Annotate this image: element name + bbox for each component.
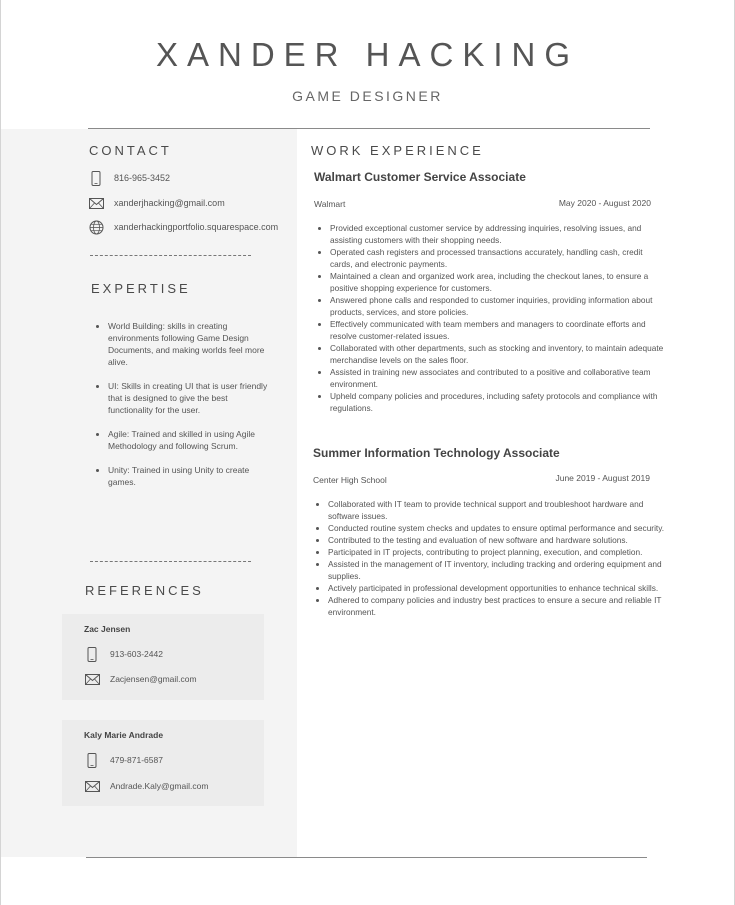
contact-divider bbox=[90, 255, 251, 256]
candidate-name: XANDER HACKING bbox=[155, 36, 580, 73]
reference-phone: 913-603-2442 bbox=[110, 649, 163, 659]
candidate-title: GAME DESIGNER bbox=[292, 88, 443, 104]
work-experience-heading: WORK EXPERIENCE bbox=[311, 143, 484, 158]
phone-icon bbox=[84, 646, 100, 662]
phone-icon bbox=[88, 170, 104, 186]
contact-email-row bbox=[88, 194, 225, 212]
contact-phone-row bbox=[88, 169, 170, 187]
mail-icon bbox=[84, 778, 100, 794]
header-divider bbox=[88, 128, 650, 129]
job-bullet: • Actively participated in professional development opportunities to enhance technical skills. bbox=[328, 582, 666, 594]
phone-icon bbox=[84, 752, 100, 768]
job-bullet: • Assisted in the management of IT inventory, including tracking and ordering equipment and supplies. bbox=[328, 558, 666, 582]
contact-heading: CONTACT bbox=[89, 143, 172, 158]
expertise-item: • Unity: Trained in using Unity to create games. bbox=[108, 464, 273, 488]
mail-icon bbox=[84, 671, 100, 687]
job-bullet: • Collaborated with IT team to provide technical support and troubleshoot hardware and software issues. bbox=[328, 498, 666, 522]
globe-icon bbox=[88, 219, 104, 235]
job-bullet: • Collaborated with other departments, such as stocking and inventory, to maintain adequate merchandise levels on the sales floor. bbox=[330, 342, 667, 366]
expertise-item: • Agile: Trained and skilled in using Agile Methodology and following Scrum. bbox=[108, 428, 273, 452]
job-bullet: • Participated in IT projects, contributing to project planning, execution, and completion. bbox=[328, 546, 666, 558]
job-bullets bbox=[314, 222, 667, 414]
job-bullet: • Maintained a clean and organized work area, including the checkout lanes, to ensure a positive shopping experience for customers. bbox=[330, 270, 667, 294]
job-bullet: • Effectively communicated with team members and managers to coordinate efforts and resolve customer-related issues. bbox=[330, 318, 667, 342]
references-heading: REFERENCES bbox=[85, 583, 204, 598]
job-bullets bbox=[312, 498, 666, 618]
job-title: Walmart Customer Service Associate bbox=[314, 170, 526, 184]
job-bullet: • Adhered to company policies and industry best practices to ensure a secure and reliable IT environment. bbox=[328, 594, 666, 618]
job-title: Summer Information Technology Associate bbox=[313, 446, 560, 460]
reference-email-row bbox=[84, 671, 197, 687]
reference-phone-row bbox=[84, 646, 163, 662]
expertise-list bbox=[90, 320, 273, 500]
job-bullet: • Upheld company policies and procedures, including safety protocols and compliance with regulations. bbox=[330, 390, 667, 414]
reference-name: Kaly Marie Andrade bbox=[84, 730, 164, 740]
mail-icon bbox=[88, 195, 104, 211]
expertise-divider bbox=[90, 561, 251, 562]
contact-email[interactable]: xanderjhacking@gmail.com bbox=[114, 198, 225, 208]
contact-website-row bbox=[88, 218, 278, 236]
job-bullet: • Contributed to the testing and evaluation of new software and hardware solutions. bbox=[328, 534, 666, 546]
reference-email[interactable]: Zacjensen@gmail.com bbox=[110, 674, 197, 684]
expertise-item: • UI: Skills in creating UI that is user friendly that is designed to give the best functionality for the user. bbox=[108, 380, 273, 416]
job-dates: May 2020 - August 2020 bbox=[558, 198, 651, 208]
reference-name: Zac Jensen bbox=[84, 624, 131, 634]
job-company: Walmart bbox=[314, 199, 346, 209]
reference-card-1 bbox=[62, 614, 264, 700]
footer-divider bbox=[86, 857, 647, 858]
job-bullet: • Operated cash registers and processed transactions accurately, handling cash, credit cards, and electronic payments. bbox=[330, 246, 667, 270]
expertise-item: • World Building: skills in creating environments following Game Design Documents, and making worlds feel more alive. bbox=[108, 320, 273, 368]
job-bullet: • Conducted routine system checks and updates to ensure optimal performance and security. bbox=[328, 522, 666, 534]
job-bullet: • Answered phone calls and responded to customer inquiries, providing information about products, services, and store policies. bbox=[330, 294, 667, 318]
reference-card-2 bbox=[62, 720, 264, 806]
job-bullet: • Assisted in training new associates and contributed to a positive and collaborative team environment. bbox=[330, 366, 667, 390]
reference-phone: 479-871-6587 bbox=[110, 755, 163, 765]
reference-email-row bbox=[84, 778, 208, 794]
job-company: Center High School bbox=[313, 475, 387, 485]
reference-phone-row bbox=[84, 752, 163, 768]
job-dates: June 2019 - August 2019 bbox=[555, 473, 650, 483]
expertise-heading: EXPERTISE bbox=[91, 281, 191, 296]
reference-email[interactable]: Andrade.Kaly@gmail.com bbox=[110, 781, 209, 791]
contact-phone: 816-965-3452 bbox=[114, 173, 171, 183]
job-bullet: • Provided exceptional customer service by addressing inquiries, resolving issues, and assisting customers with their shopping needs. bbox=[330, 222, 667, 246]
contact-website[interactable]: xanderhackingportfolio.squarespace.com bbox=[114, 222, 279, 232]
